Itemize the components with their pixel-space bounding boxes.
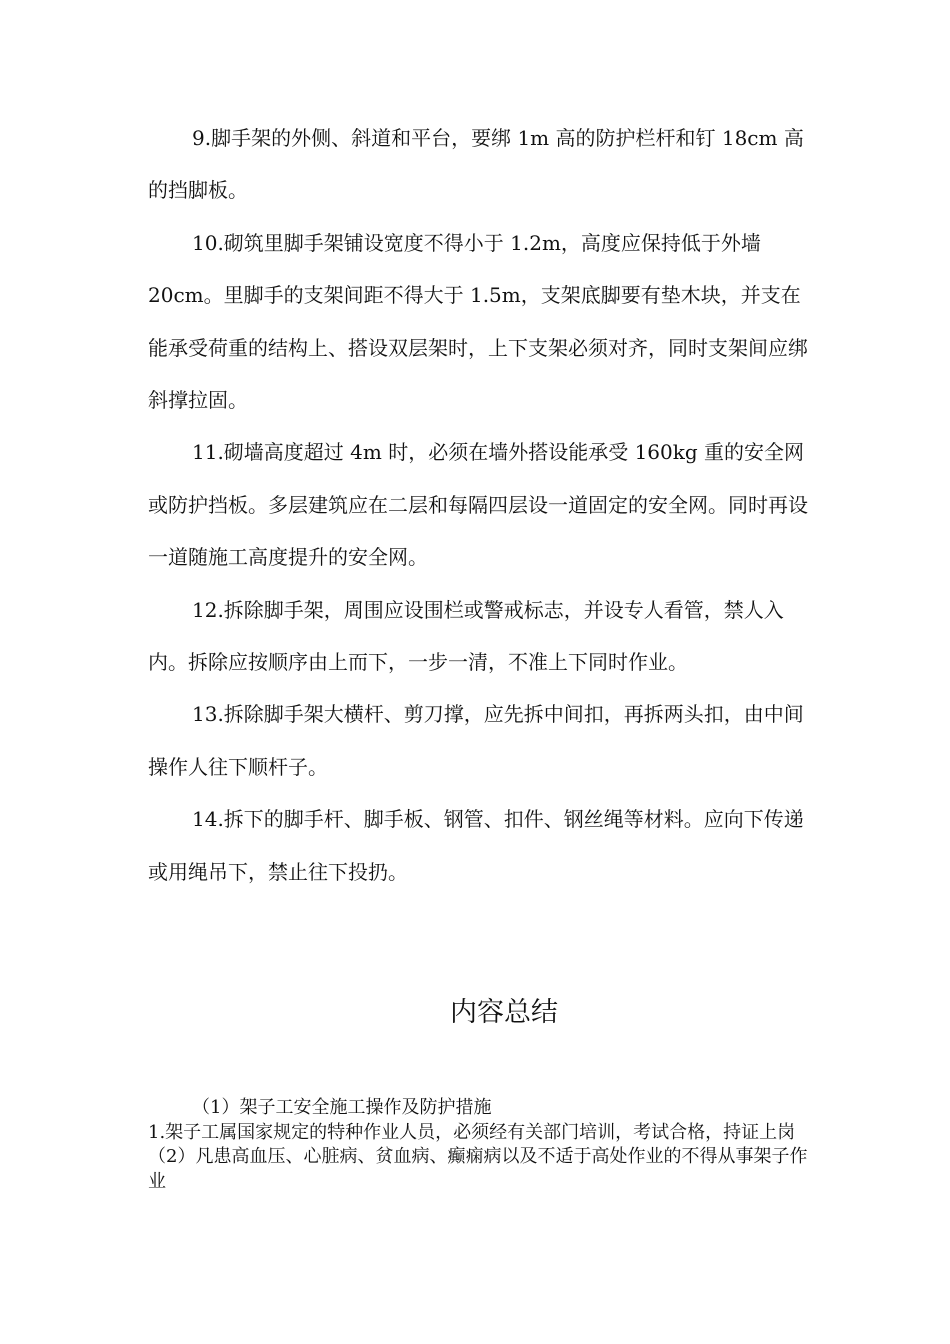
paragraph-13: 13.拆除脚手架大横杆、剪刀撑，应先拆中间扣，再拆两头扣，由中间操作人往下顺杆子。 bbox=[148, 702, 804, 779]
paragraph-12: 12.拆除脚手架，周围应设围栏或警戒标志，并设专人看管，禁人入内。拆除应按顺序由上而下，一步一清，不准上下同时作业。 bbox=[148, 597, 784, 675]
summary-title: 内容总结 bbox=[450, 997, 558, 1028]
body-text bbox=[148, 112, 810, 898]
paragraph-14: 14.拆下的脚手杆、脚手板、钢管、扣件、钢丝绳等材料。应向下传递或用绳吊下，禁止往下投扔。 bbox=[148, 807, 804, 884]
summary-section bbox=[148, 1096, 808, 1194]
summary-item-1: 1.架子工属国家规定的特种作业人员，必须经有关部门培训，考试合格，持证上岗 bbox=[148, 1121, 796, 1143]
summary-item-2: （2）凡患高血压、心脏病、贫血病、癫痫病以及不适于高处作业的不得从事架子作业 bbox=[148, 1146, 808, 1192]
paragraph-11: 11.砌墙高度超过 4m 时，必须在墙外搭设能承受 160kg 重的安全网或防护挡板。多层建筑应在二层和每隔四层设一道固定的安全网。同时再设一道随施工高度提升的安全网。 bbox=[148, 440, 808, 570]
paragraph-9: 9.脚手架的外侧、斜道和平台，要绑 1m 高的防护栏杆和钉 18cm 高的挡脚板。 bbox=[148, 126, 804, 203]
paragraph-10: 10.砌筑里脚手架铺设宽度不得小于 1.2m，高度应保持低于外墙 20cm。里脚手的支架间距不得大于 1.5m，支架底脚要有垫木块，并支在能承受荷重的结构上、搭设双层架时，上下支架必须对齐，同时支架间应绑斜撑拉固。 bbox=[148, 230, 808, 413]
summary-heading: （1）架子工安全施工操作及防护措施 bbox=[192, 1097, 492, 1118]
